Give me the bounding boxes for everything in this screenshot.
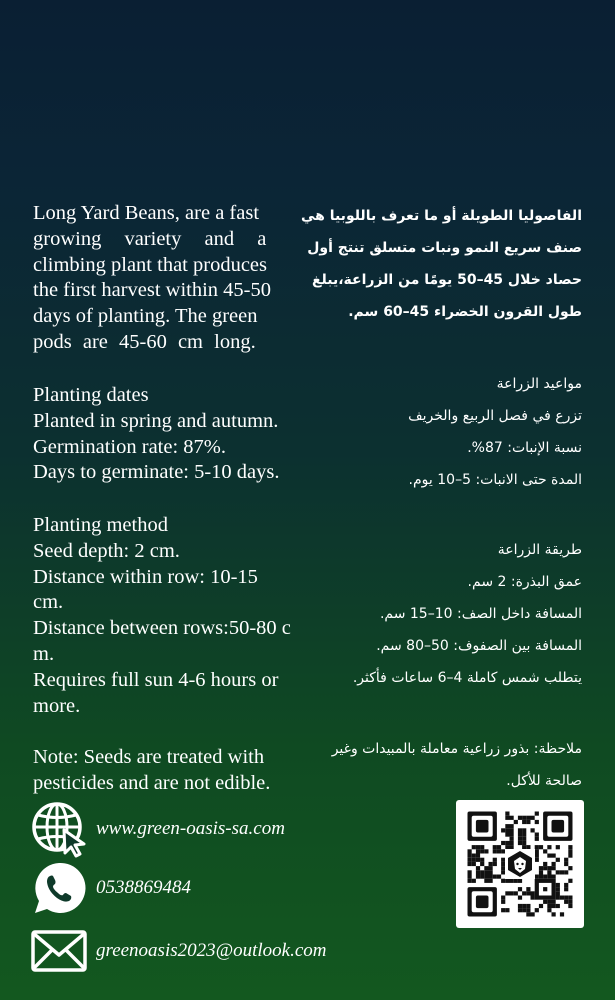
qr-module xyxy=(564,862,568,866)
qr-module xyxy=(535,875,539,879)
qr-module xyxy=(480,870,484,874)
qr-module xyxy=(531,896,535,900)
qr-module xyxy=(522,845,526,849)
qr-module xyxy=(556,904,560,908)
qr-module xyxy=(518,896,522,900)
arabic-dates-line: تزرع في فصل الربيع والخريف xyxy=(408,408,582,424)
qr-module xyxy=(472,879,476,883)
arabic-intro-line: حصاد خلال 45–50 يومًا من الزراعة،يبلغ xyxy=(311,272,582,288)
qr-module xyxy=(560,912,564,916)
qr-module xyxy=(501,870,505,874)
qr-module xyxy=(535,833,539,837)
arabic-planting-method xyxy=(304,534,582,694)
qr-module xyxy=(489,862,493,866)
arabic-intro-line: طول القرون الخضراء 45–60 سم. xyxy=(348,304,582,320)
qr-module xyxy=(552,875,556,879)
english-dates-line: Days to germinate: 5-10 days. xyxy=(33,461,280,484)
qr-code[interactable] xyxy=(456,800,584,928)
english-intro-line: Long Yard Beans, are a fast xyxy=(33,202,260,224)
qr-module xyxy=(510,891,514,895)
qr-module xyxy=(501,896,505,900)
qr-module xyxy=(564,870,568,874)
qr-module xyxy=(531,816,535,820)
qr-module xyxy=(531,912,535,916)
qr-module xyxy=(489,866,493,870)
qr-module xyxy=(505,816,509,820)
qr-module xyxy=(468,849,472,853)
qr-module xyxy=(568,896,572,900)
qr-module xyxy=(522,828,526,832)
qr-module xyxy=(531,891,535,895)
qr-module xyxy=(539,875,543,879)
email-row[interactable] xyxy=(30,922,327,980)
qr-module xyxy=(501,841,505,845)
qr-module xyxy=(489,870,493,874)
qr-module xyxy=(539,866,543,870)
qr-module xyxy=(493,858,497,862)
qr-module xyxy=(480,858,484,862)
qr-module xyxy=(476,870,480,874)
qr-module xyxy=(493,849,497,853)
qr-module xyxy=(560,870,564,874)
english-intro-line: the first harvest within 45-50 xyxy=(33,279,271,302)
qr-module xyxy=(505,824,509,828)
english-intro-line: growing variety and a xyxy=(33,227,267,250)
qr-module xyxy=(547,900,551,904)
english-intro-line: climbing plant that produces xyxy=(33,253,267,276)
phone-number[interactable]: 0538869484 xyxy=(96,877,191,898)
qr-module xyxy=(514,820,518,824)
qr-module xyxy=(472,858,476,862)
qr-module xyxy=(568,849,572,853)
qr-module xyxy=(484,866,488,870)
qr-module xyxy=(518,816,522,820)
qr-module xyxy=(476,866,480,870)
qr-module xyxy=(526,891,530,895)
english-method-line: Requires full sun 4-6 hours or xyxy=(33,668,279,691)
english-note-line: pesticides and are not edible. xyxy=(33,771,271,794)
qr-module xyxy=(535,820,539,824)
qr-module xyxy=(547,845,551,849)
qr-module xyxy=(505,833,509,837)
qr-module xyxy=(556,870,560,874)
arabic-method-line: يتطلب شمس كاملة 4–6 ساعات فأكثر. xyxy=(352,670,582,686)
english-dates-line: Germination rate: 87%. xyxy=(33,435,226,458)
qr-module xyxy=(539,904,543,908)
qr-module xyxy=(568,866,572,870)
english-method-heading: Planting method xyxy=(33,514,168,536)
qr-module xyxy=(568,904,572,908)
qr-module xyxy=(556,891,560,895)
qr-module xyxy=(522,908,526,912)
qr-module xyxy=(497,875,501,879)
qr-module xyxy=(480,849,484,853)
qr-module xyxy=(518,837,522,841)
qr-module xyxy=(547,875,551,879)
qr-module xyxy=(476,849,480,853)
qr-module xyxy=(556,845,560,849)
qr-module xyxy=(476,845,480,849)
qr-module xyxy=(493,862,497,866)
qr-module xyxy=(497,849,501,853)
qr-module xyxy=(468,879,472,883)
qr-module xyxy=(547,866,551,870)
qr-module xyxy=(476,858,480,862)
arabic-method-line: المسافة داخل الصف: 10–15 سم. xyxy=(379,606,582,622)
qr-module xyxy=(522,904,526,908)
qr-module xyxy=(518,841,522,845)
qr-module xyxy=(535,812,539,816)
qr-module xyxy=(535,837,539,841)
qr-module xyxy=(501,879,505,883)
qr-module xyxy=(514,879,518,883)
qr-module xyxy=(522,820,526,824)
arabic-planting-dates xyxy=(304,368,582,496)
arabic-dates-line: نسبة الإنبات: 87%. xyxy=(467,440,582,456)
arabic-dates-line: المدة حتى الانبات: 5–10 يوم. xyxy=(408,472,582,488)
qr-module xyxy=(564,883,568,887)
qr-module xyxy=(472,854,476,858)
qr-module xyxy=(468,858,472,862)
qr-module xyxy=(489,879,493,883)
qr-module xyxy=(526,820,530,824)
qr-module xyxy=(522,891,526,895)
arabic-intro-line: صنف سريع النمو ونبات متسلق تنتج أول xyxy=(307,240,582,256)
qr-module xyxy=(568,854,572,858)
qr-module xyxy=(552,866,556,870)
qr-module xyxy=(480,875,484,879)
qr-module xyxy=(510,845,514,849)
qr-module xyxy=(493,875,497,879)
qr-module xyxy=(518,904,522,908)
english-intro-line: days of planting. The green xyxy=(33,305,258,328)
qr-module xyxy=(552,862,556,866)
qr-module xyxy=(543,875,547,879)
qr-module xyxy=(501,828,505,832)
email-address[interactable]: greenoasis2023@outlook.com xyxy=(96,940,327,961)
qr-module xyxy=(480,862,484,866)
qr-module xyxy=(568,879,572,883)
qr-module xyxy=(505,891,509,895)
qr-finder-pattern xyxy=(468,887,497,916)
arabic-method-line: المسافة بين الصفوف: 50–80 سم. xyxy=(376,638,582,654)
qr-module xyxy=(501,908,505,912)
arabic-note-line: ملاحظة: بذور زراعية معاملة بالمبيدات وغير xyxy=(331,741,582,757)
qr-module xyxy=(526,908,530,912)
qr-module xyxy=(510,879,514,883)
qr-module xyxy=(501,862,505,866)
qr-module xyxy=(564,900,568,904)
qr-module xyxy=(501,849,505,853)
english-method-line: Distance within row: 10-15 xyxy=(33,565,258,588)
arabic-note-line: صالحة للأكل. xyxy=(506,773,582,789)
website-row[interactable] xyxy=(30,800,285,858)
qr-module xyxy=(564,896,568,900)
qr-module xyxy=(552,900,556,904)
qr-module xyxy=(539,845,543,849)
qr-module xyxy=(539,870,543,874)
arabic-dates-heading: مواعيد الزراعة xyxy=(496,376,582,392)
english-method-line: cm. xyxy=(33,591,64,614)
qr-module xyxy=(522,816,526,820)
qr-module xyxy=(468,870,472,874)
qr-module xyxy=(535,845,539,849)
website-link[interactable]: www.green-oasis-sa.com xyxy=(96,818,285,839)
qr-module xyxy=(526,845,530,849)
qr-module xyxy=(552,854,556,858)
qr-module xyxy=(568,900,572,904)
qr-module xyxy=(560,896,564,900)
qr-module xyxy=(552,904,556,908)
qr-module xyxy=(526,816,530,820)
qr-module xyxy=(510,833,514,837)
phone-row[interactable] xyxy=(30,859,191,917)
qr-module xyxy=(510,816,514,820)
qr-module xyxy=(518,908,522,912)
english-method-line: m. xyxy=(33,642,55,665)
arabic-method-line: عمق البذرة: 2 سم. xyxy=(467,574,582,590)
qr-module xyxy=(476,854,480,858)
english-dates-line: Planted in spring and autumn. xyxy=(33,409,279,432)
qr-module xyxy=(522,833,526,837)
qr-module xyxy=(497,845,501,849)
arabic-intro xyxy=(300,200,582,328)
qr-module xyxy=(514,891,518,895)
qr-module xyxy=(505,908,509,912)
whatsapp-icon xyxy=(30,859,88,917)
qr-module xyxy=(518,833,522,837)
qr-module xyxy=(547,904,551,908)
qr-module xyxy=(493,845,497,849)
qr-module xyxy=(484,879,488,883)
qr-module xyxy=(489,875,493,879)
qr-module xyxy=(476,875,480,879)
qr-module xyxy=(468,862,472,866)
english-method-line: more. xyxy=(33,694,81,717)
qr-module xyxy=(526,904,530,908)
english-note xyxy=(33,745,303,797)
qr-module xyxy=(556,858,560,862)
qr-module xyxy=(526,912,530,916)
qr-module xyxy=(535,854,539,858)
english-method-line: Distance between rows:50-80 c xyxy=(33,617,291,640)
qr-module xyxy=(526,887,530,891)
qr-module xyxy=(564,858,568,862)
qr-module xyxy=(543,862,547,866)
qr-module xyxy=(518,879,522,883)
english-method-line: Seed depth: 2 cm. xyxy=(33,539,180,562)
qr-module xyxy=(552,912,556,916)
qr-module xyxy=(468,854,472,858)
qr-module xyxy=(543,866,547,870)
lion-logo-icon xyxy=(505,849,535,879)
qr-module xyxy=(556,896,560,900)
qr-module xyxy=(505,812,509,816)
qr-code-graphic xyxy=(456,800,584,928)
qr-module xyxy=(484,875,488,879)
qr-module xyxy=(531,828,535,832)
qr-module xyxy=(547,908,551,912)
qr-module xyxy=(480,845,484,849)
qr-module xyxy=(468,875,472,879)
qr-module xyxy=(510,837,514,841)
qr-module xyxy=(501,866,505,870)
english-planting-method xyxy=(33,513,303,719)
qr-module xyxy=(501,858,505,862)
english-note-line: Note: Seeds are treated with xyxy=(33,746,265,768)
qr-module xyxy=(505,879,509,883)
qr-module xyxy=(556,887,560,891)
qr-module xyxy=(505,845,509,849)
english-intro-line: pods are 45-60 cm long. xyxy=(33,330,256,353)
globe-cursor-icon xyxy=(30,800,88,858)
qr-module xyxy=(510,824,514,828)
arabic-method-heading: طريقة الزراعة xyxy=(497,542,582,558)
qr-module xyxy=(484,849,488,853)
qr-module xyxy=(535,858,539,862)
qr-module xyxy=(543,849,547,853)
qr-module xyxy=(568,845,572,849)
qr-module xyxy=(505,828,509,832)
qr-module xyxy=(522,841,526,845)
qr-finder-pattern xyxy=(543,812,572,841)
qr-module xyxy=(510,828,514,832)
qr-module xyxy=(556,883,560,887)
qr-module xyxy=(501,900,505,904)
arabic-note xyxy=(304,733,582,797)
qr-module xyxy=(535,908,539,912)
qr-module xyxy=(484,870,488,874)
qr-module xyxy=(505,841,509,845)
envelope-icon xyxy=(30,922,88,980)
qr-module xyxy=(543,900,547,904)
qr-module xyxy=(518,828,522,832)
english-dates-heading: Planting dates xyxy=(33,384,149,406)
qr-finder-pattern xyxy=(468,812,497,841)
qr-module xyxy=(472,845,476,849)
qr-module xyxy=(535,849,539,853)
qr-module xyxy=(518,887,522,891)
english-intro xyxy=(33,201,303,356)
qr-module xyxy=(547,854,551,858)
english-planting-dates xyxy=(33,383,303,486)
qr-module xyxy=(510,841,514,845)
qr-module xyxy=(547,870,551,874)
qr-module xyxy=(564,887,568,891)
arabic-intro-line: الفاصوليا الطويلة أو ما تعرف باللوبيا هي xyxy=(300,208,582,224)
qr-module xyxy=(472,862,476,866)
qr-module xyxy=(522,837,526,841)
